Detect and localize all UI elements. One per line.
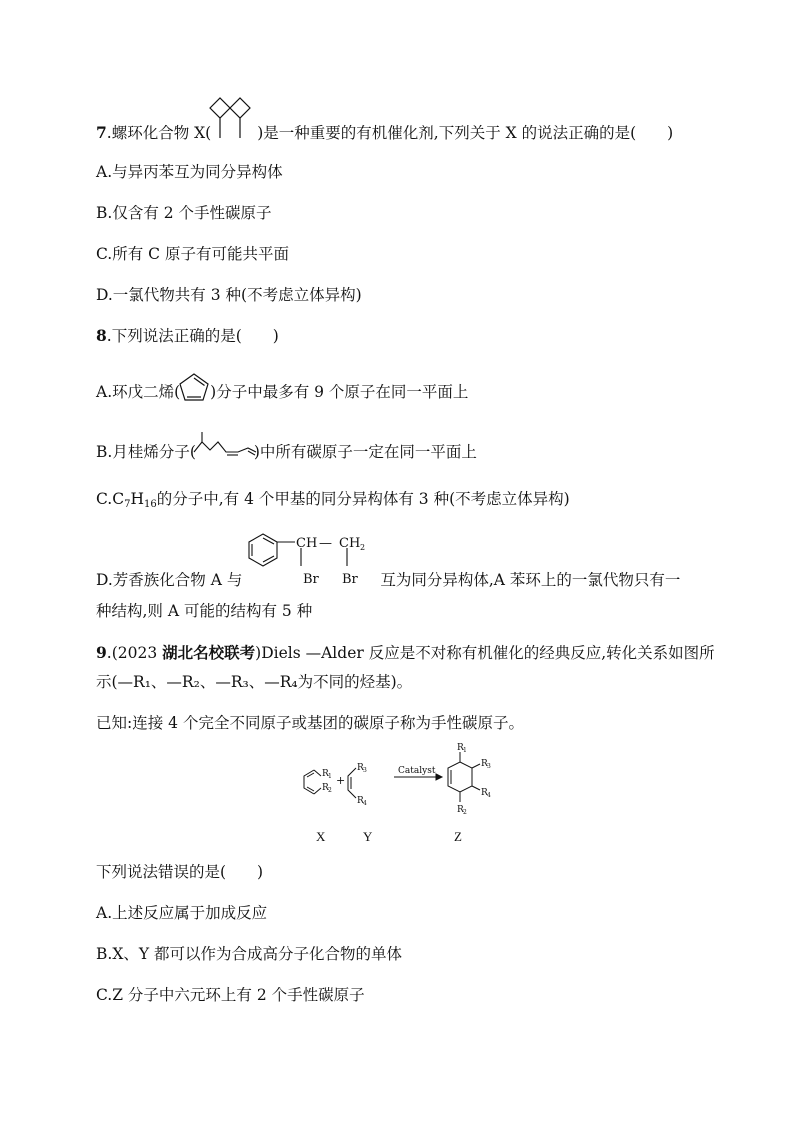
q8-option-a [96,381,468,403]
myrcene-structure [192,430,258,460]
plus-sign: + [336,774,346,787]
q8-c-sub-7: 7 [124,499,131,510]
q7-option-d: D.一氯代物共有 3 种(不考虑立体异构) [96,286,362,304]
q9-option-a: A.上述反应属于加成反应 [96,904,268,922]
q8-option-c-pre: C.C [96,490,125,508]
catalyst-label: Catalyst [398,766,436,776]
x-r1-sub: 1 [328,773,332,780]
label-z: Z [454,829,462,844]
q7-stem-post: )是一种重要的有机催化剂,下列关于 X 的说法正确的是( ) [257,124,674,142]
q7-option-a: A.与异丙苯互为同分异构体 [96,163,283,181]
q8-option-b [96,441,477,463]
d-ch2-sub: 2 [360,543,366,552]
y-r3: R [357,763,364,773]
q9-question: 下列说法错误的是( ) [96,863,264,881]
q8-option-a-pre: A.环戊二烯( [96,383,181,401]
q9-stem [96,642,715,664]
q8-number: 8 [96,326,107,345]
d-ch2-text: CH [339,536,361,551]
q8-stem-text: .下列说法正确的是( ) [106,327,279,345]
q9-source: 湖北名校联考 [162,643,256,662]
d-br1-text: Br [303,572,319,587]
q8-option-b-post: )中所有碳原子一定在同一平面上 [253,443,477,461]
q7-number: 7 [96,123,107,142]
q9-number: 9 [96,643,107,662]
q8-option-d [96,569,680,591]
x-r2: R [322,783,329,793]
spiro-compound-structure [205,96,257,144]
z-r3-sub: 3 [487,763,491,770]
q7-stem-pre: .螺环化合物 X( [106,124,212,142]
q8-option-d-post: 互为同分异构体,A 苯环上的一氯代物只有一 [380,571,681,589]
z-r3: R [481,759,488,769]
label-x: X [316,829,326,844]
q8-stem [96,325,279,347]
q9-known: 已知:连接 4 个完全不同原子或基团的碳原子称为手性碳原子。 [96,714,524,732]
q9-option-b: B.X、Y 都可以作为合成高分子化合物的单体 [96,945,403,963]
d-bond-dash: — [319,536,332,551]
dibromo-ethylbenzene-structure [243,530,383,590]
z-r1-sub: 1 [463,747,467,754]
z-r1: R [457,743,464,753]
q7-option-b: B.仅含有 2 个手性碳原子 [96,204,272,222]
y-r4: R [357,796,364,806]
q8-option-d-line2: 种结构,则 A 可能的结构有 5 种 [96,602,313,620]
cyclopentadiene-structure [176,370,212,404]
y-r4-sub: 4 [363,800,367,807]
x-r2-sub: 2 [328,787,332,794]
q8-option-d-pre: D.芳香族化合物 A 与 [96,571,243,589]
z-r2: R [457,805,464,815]
q8-option-c [96,488,570,516]
q8-option-b-pre: B.月桂烯分子( [96,443,196,461]
q7-stem [96,122,673,144]
y-r3-sub: 3 [363,767,367,774]
q9-option-c: C.Z 分子中六元环上有 2 个手性碳原子 [96,986,365,1004]
label-y: Y [363,829,373,844]
q9-source-open: .(2023 [106,644,163,662]
z-r2-sub: 2 [463,809,467,816]
z-r4: R [481,788,488,798]
d-ch-text: CH [296,536,318,551]
q8-option-a-post: )分子中最多有 9 个原子在同一平面上 [210,383,469,401]
q7-option-c: C.所有 C 原子有可能共平面 [96,245,289,263]
q8-option-c-post: 的分子中,有 4 个甲基的同分异构体有 3 种(不考虑立体异构) [156,490,570,508]
q8-c-sub-16: 16 [144,499,157,510]
z-r4-sub: 4 [487,792,491,799]
d-br2-text: Br [342,572,358,587]
diels-alder-scheme [296,740,526,826]
x-r1: R [322,769,329,779]
q9-stem-post: )Diels —Alder 反应是不对称有机催化的经典反应,转化关系如图所 [255,644,715,662]
q9-stem-line2: 示(—R₁、—R₂、—R₃、—R₄为不同的烃基)。 [96,673,413,691]
q8-c-h: H [130,490,144,508]
